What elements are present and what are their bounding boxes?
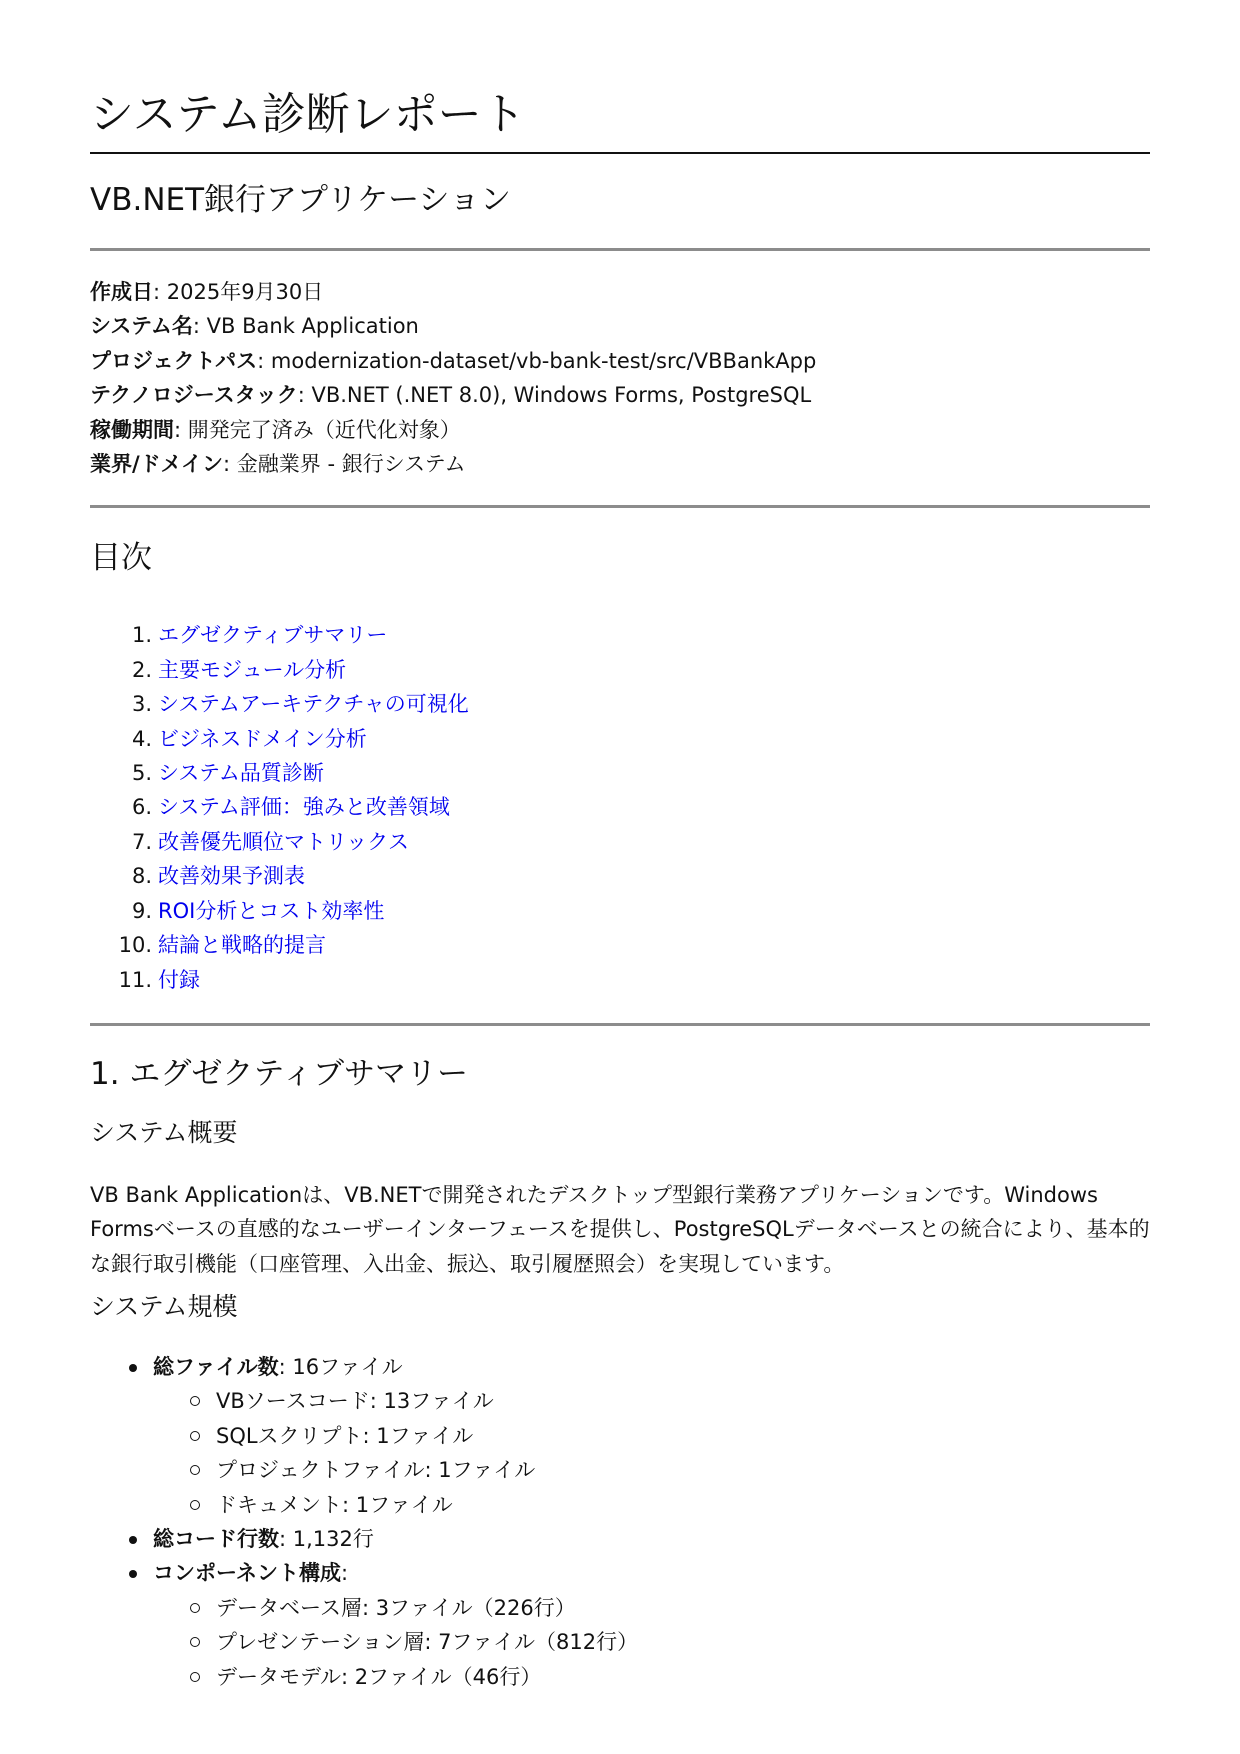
- toc-link-roi[interactable]: ROI分析とコスト効率性: [158, 898, 385, 923]
- meta-created-date: 作成日: 2025年9月30日: [90, 280, 324, 304]
- list-item: データベース層: 3ファイル（226行）: [153, 1591, 1150, 1625]
- toc-item: 2. 主要モジュール分析: [131, 657, 347, 682]
- toc-item: 3. システムアーキテクチャの可視化: [131, 692, 469, 717]
- section-heading-executive-summary: 1. エグゼクティブサマリー: [90, 1055, 468, 1092]
- list-item: VBソースコード: 13ファイル: [153, 1384, 1150, 1418]
- toc-heading: 目次: [90, 540, 152, 577]
- list-item: SQLスクリプト: 1ファイル: [153, 1419, 1150, 1453]
- report-title: システム診断レポート: [90, 89, 526, 140]
- meta-tech-stack: テクノロジースタック: VB.NET (.NET 8.0), Windows Forms, PostgreSQL: [90, 383, 812, 408]
- component-breakdown-list: [153, 1591, 1150, 1694]
- report-subtitle: VB.NET銀行アプリケーション: [90, 182, 511, 218]
- list-item-total-lines: 総コード行数: 1,132行: [90, 1522, 1150, 1556]
- toc-link-architecture[interactable]: システムアーキテクチャの可視化: [158, 692, 469, 717]
- toc-link-module-analysis[interactable]: 主要モジュール分析: [158, 657, 347, 682]
- metadata-block: [90, 251, 1150, 505]
- toc-link-executive-summary[interactable]: エグゼクティブサマリー: [158, 623, 388, 648]
- toc-link-priority-matrix[interactable]: 改善優先順位マトリックス: [158, 829, 409, 854]
- list-item-total-files: 総ファイル数: 16ファイル VBソースコード: 13ファイル SQLスクリプト: 1ファイル プロジェクトファイル: 1ファイル ドキュメント: 1ファイル: [90, 1350, 1150, 1522]
- toc-item: 6. システム評価：強みと改善領域: [131, 795, 450, 820]
- toc-item: 7. 改善優先順位マトリックス: [131, 829, 409, 854]
- toc-item: 9. ROI分析とコスト効率性: [131, 898, 385, 923]
- toc-item: 11. 付録: [118, 967, 200, 992]
- file-breakdown-list: [153, 1384, 1150, 1522]
- list-item: ドキュメント: 1ファイル: [153, 1488, 1150, 1522]
- toc-item: 8. 改善効果予測表: [131, 864, 305, 889]
- toc-link-conclusion[interactable]: 結論と戦略的提言: [158, 933, 326, 958]
- list-item: プロジェクトファイル: 1ファイル: [153, 1453, 1150, 1487]
- meta-industry-domain: 業界/ドメイン: 金融業界 - 銀行システム: [90, 452, 466, 477]
- toc-link-business-domain[interactable]: ビジネスドメイン分析: [158, 726, 367, 751]
- toc-link-evaluation[interactable]: システム評価：強みと改善領域: [158, 795, 450, 820]
- toc-item: 1. エグゼクティブサマリー: [131, 623, 388, 648]
- table-of-contents: [90, 590, 1150, 1022]
- meta-project-path: プロジェクトパス: modernization-dataset/vb-bank-test/src/VBBankApp: [90, 348, 817, 373]
- list-item: プレゼンテーション層: 7ファイル（812行）: [153, 1625, 1150, 1659]
- toc-link-appendix[interactable]: 付録: [158, 967, 200, 992]
- toc-link-quality[interactable]: システム品質診断: [158, 761, 324, 786]
- subheading-system-scale: システム規模: [90, 1291, 238, 1321]
- meta-system-name: システム名: VB Bank Application: [90, 314, 419, 339]
- system-scale-list: [90, 1350, 1150, 1694]
- system-overview-paragraph: VB Bank Applicationは、VB.NETで開発されたデスクトップ型銀行業務アプリケーションです。Windows Formsベースの直感的なユーザーインターフェースを提供し、PostgreSQLデータベースとの統合により、基本的な銀行取引機能（口座管理、入出金、振込、取引履歴照会）を実現しています。: [90, 1182, 1150, 1276]
- subheading-system-overview: システム概要: [90, 1117, 238, 1147]
- meta-operation-period: 稼働期間: 開発完了済み（近代化対象）: [90, 417, 461, 442]
- list-item: データモデル: 2ファイル（46行）: [153, 1660, 1150, 1694]
- toc-link-effect-forecast[interactable]: 改善効果予測表: [158, 864, 305, 889]
- toc-item: 5. システム品質診断: [131, 761, 324, 786]
- list-item-components: コンポーネント構成: データベース層: 3ファイル（226行） プレゼンテーション層: 7ファイル（812行） データモデル: 2ファイル（46行）: [90, 1556, 1150, 1694]
- toc-item: 4. ビジネスドメイン分析: [131, 726, 367, 751]
- toc-item: 10. 結論と戦略的提言: [118, 933, 326, 958]
